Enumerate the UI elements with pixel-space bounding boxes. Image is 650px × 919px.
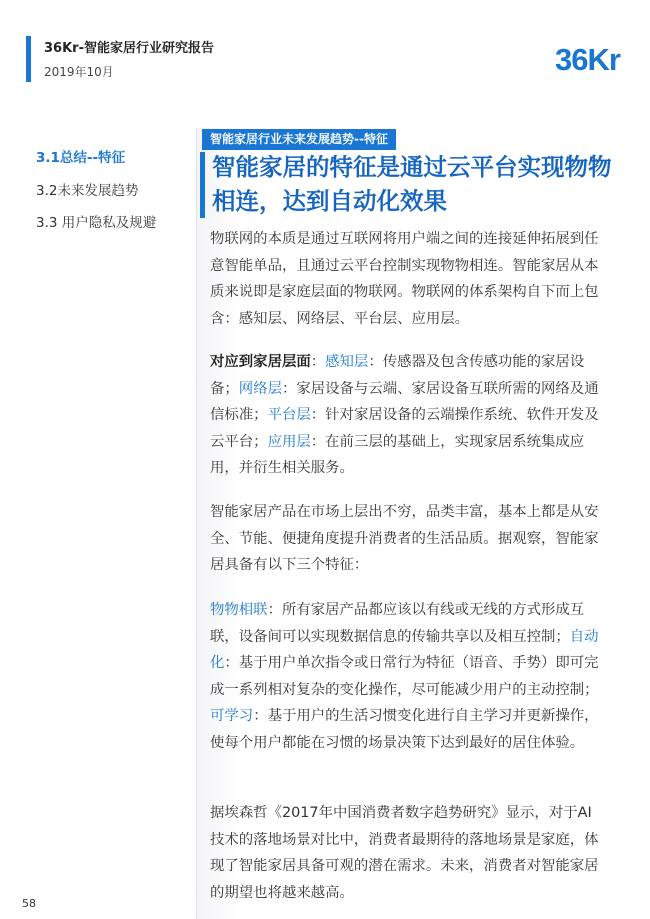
paragraph-architecture-layers [210,349,602,482]
application-layer-desc: ：在前三层的基础上，实现家居系统集成应用，并衍生相关服务。 [210,433,585,476]
sidebar-item-trends[interactable]: 3.2未来发展趋势 [36,183,139,199]
keyword-application-layer: 应用层 [267,433,311,450]
report-date: 2019年10月 [44,65,114,79]
keyword-perception-layer: 感知层 [325,354,369,370]
36kr-logo [553,37,631,77]
layers-colon: ： [310,354,326,370]
report-title: 36Kr-智能家居行业研究报告 [44,41,214,56]
perception-layer-desc: ：传感器及包含传感功能的家居设备； [210,354,585,397]
learnable-desc: ：基于用户的生活习惯变化进行自主学习并更新操作，使每个用户都能在习惯的场景决策下达到最好的居住体验。 [210,708,599,751]
keyword-learnable: 可学习 [210,708,254,724]
page-number: 58 [22,897,36,910]
keyword-network-layer: 网络层 [238,380,282,397]
interconnection-desc: ：所有家居产品都应该以有线或无线的方式形成互联，设备间可以实现数据信息的传输共享以及相互控制； [210,602,585,645]
automation-desc: ：基于用户单次指令或日常行为特征（语音、手势）即可完成一系列相对复杂的变化操作，尽可能减少用户的主动控制； [210,655,599,698]
paragraph-features [210,597,602,756]
keyword-automation: 自动化 [210,628,599,671]
network-layer-desc: ：家居设备与云端、家居设备互联所需的网络及通信标准； [210,380,599,423]
paragraph-accenture-survey: 据埃森哲《2017年中国消费者数字趋势研究》显示，对于AI技术的落地场景对比中，消费者最期待的落地场景是家庭，体现了智能家居具备可观的潜在需求。未来，消费者对智能家居的期望也将越来越高。 [210,805,599,901]
sidebar-divider [196,128,197,919]
sidebar-item-privacy[interactable]: 3.3 用户隐私及规避 [36,215,157,231]
logo-text: 36Kr [555,42,620,77]
platform-layer-desc: ：针对家居设备的云端操作系统、软件开发及云平台； [210,407,599,450]
keyword-interconnection: 物物相联 [210,602,268,618]
headline-accent-bar [200,152,205,218]
sidebar-item-summary[interactable]: 3.1总结--特征 [36,150,126,166]
page-headline: 智能家居的特征是通过云平台实现物物相连，达到自动化效果 [212,153,612,215]
paragraph-iot-essence: 物联网的本质是通过互联网将用户端之间的连接延伸拓展到任意智能单品，且通过云平台控制实现物物相连。智能家居从本质来说即是家庭层面的物联网。物联网的体系架构自下而上包含：感知层、网络层、平台层、应用层。 [210,231,599,327]
paragraph-three-features-intro: 智能家居产品在市场上层出不穷，品类丰富，基本上都是从安全、节能、便捷角度提升消费者的生活品质。据观察，智能家居具备有以下三个特征： [210,504,599,573]
layers-lead: 对应到家居层面 [210,354,311,370]
keyword-platform-layer: 平台层 [267,407,311,423]
section-tag: 智能家居行业未来发展趋势--特征 [202,129,396,150]
header-accent-bar [26,36,31,82]
